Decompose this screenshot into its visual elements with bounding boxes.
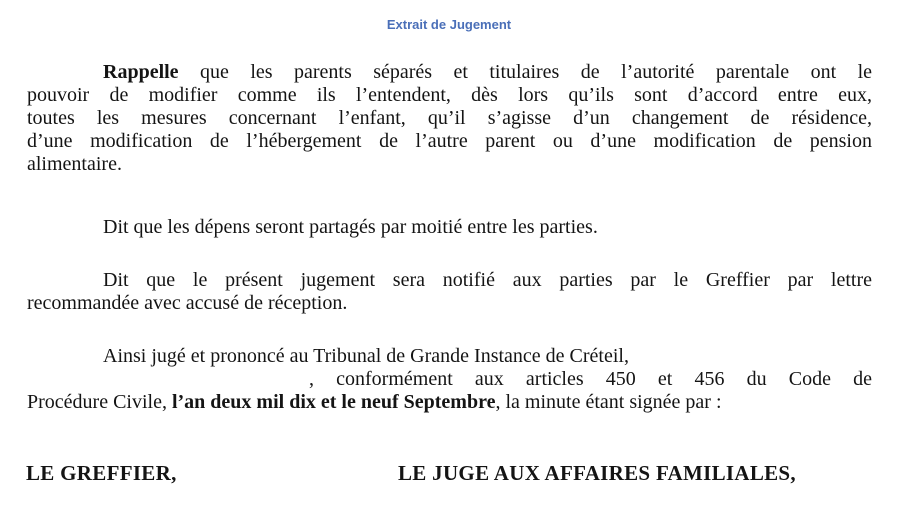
paragraph-depens: Dit que les dépens seront partagés par moitié entre les parties. <box>103 216 598 238</box>
lead-word-rappelle: Rappelle <box>103 61 179 83</box>
judgment-date: l’an deux mil dix et le neuf Septembre <box>171 391 496 413</box>
paragraph-ainsi-juge: Ainsi jugé et prononcé au Tribunal de Grande Instance de Créteil, , conformément aux articles 450 et 456 du Code de Procédure Civile, l’an deux mil dix et le neuf Septembre, la minute étant signée par : <box>27 345 872 413</box>
paragraph-rappelle: Rappelle que les parents séparés et titulaires de l’autorité parentale ont le pouvoir de modifier comme ils l’entendent, dès lors qu’ils sont d’accord entre eux, toutes les mesures concernant l’enfant, qu’il s’agisse d’un changement de résidence, d’une modification de l’hébergement de l’autre parent ou d’une modification de pension alimentaire. <box>27 61 873 175</box>
signature-juge: LE JUGE AUX AFFAIRES FAMILIALES, <box>398 461 796 485</box>
document-header: Extrait de Jugement <box>386 17 512 32</box>
paragraph-notification: Dit que le présent jugement sera notifié aux parties par le Greffier par lettre recommandée avec accusé de réception. <box>27 269 872 314</box>
signature-greffier: LE GREFFIER, <box>26 461 177 485</box>
